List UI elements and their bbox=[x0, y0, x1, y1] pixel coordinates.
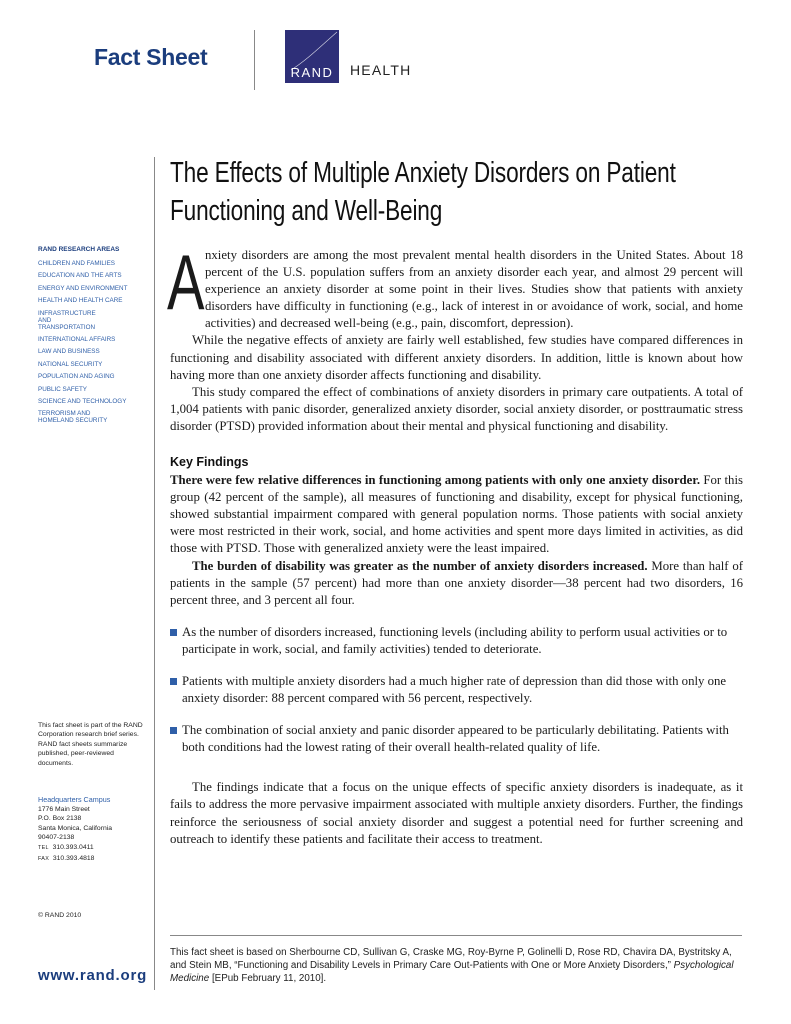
source-citation bbox=[170, 947, 750, 985]
research-area-link[interactable]: INFRASTRUCTURE AND TRANSPORTATION bbox=[38, 309, 96, 331]
hq-city: Santa Monica, California bbox=[38, 824, 113, 832]
series-note: This fact sheet is part of the RAND Corporation research brief series. RAND fact sheets summarize published, peer-reviewed documents. bbox=[38, 722, 143, 767]
division-label: HEALTH bbox=[350, 62, 412, 78]
research-areas-heading: RAND RESEARCH AREAS bbox=[38, 246, 120, 253]
website-link[interactable]: www.rand.org bbox=[38, 967, 148, 984]
research-area-link[interactable]: EDUCATION AND THE ARTS bbox=[38, 272, 122, 280]
bullet-square-icon bbox=[170, 678, 177, 685]
intro-paragraph-3: This study compared the effect of combinations of anxiety disorders in primary care outpatients. A total of 1,004 patients with panic disorder, generalized anxiety disorder, social anxiety disorder, or posttraumatic stress disorder (PTSD) provided information about their mental and physical functioning and disability. bbox=[170, 384, 743, 433]
tel-label: TEL bbox=[38, 844, 49, 851]
key-findings-heading: Key Findings bbox=[170, 455, 249, 470]
research-area-link[interactable]: SCIENCE AND TECHNOLOGY bbox=[38, 397, 127, 405]
intro-text-1: nxiety disorders are among the most prevalent mental health disorders in the United States. About 18 percent of the U.S. population suffers from an anxiety disorder each year, and almost 29 percent will experience an anxiety disorder at some point in their lives. Studies show that patients with anxiety disorders have difficulty in functioning (e.g., lack of interest in or avoidance of work, social, and home activities) and decreased well-being (e.g., pain, discomfort, depression). bbox=[205, 248, 743, 331]
finding-1-lead: There were few relative differences in functioning among patients with only one anxiety disorder. bbox=[170, 473, 701, 488]
fax-number: 310.393.4818 bbox=[52, 854, 95, 862]
bullet-square-icon bbox=[170, 727, 177, 734]
hq-fax bbox=[38, 854, 150, 865]
list-item bbox=[170, 624, 743, 658]
research-area-link[interactable]: ENERGY AND ENVIRONMENT bbox=[38, 284, 128, 292]
hq-label: Headquarters Campus bbox=[38, 795, 111, 804]
page-title: The Effects of Multiple Anxiety Disorders on Patient Functioning and Well-Being bbox=[170, 157, 676, 227]
finding-1 bbox=[170, 472, 743, 557]
citation-journal: Psychological Medicine bbox=[170, 959, 734, 984]
finding-1-text: For this group (42 percent of the sample), all measures of functioning and disability, except for physical functioning, showed substantial impairment compared with general population norms. Those patients with social anxiety were most restricted in their work, social, and home activities and spent more days limited in activities, as did those with PTSD. Those with generalized anxiety were the least impaired. bbox=[170, 473, 743, 556]
copyright: © RAND 2010 bbox=[38, 912, 82, 919]
tel-number: 310.393.0411 bbox=[52, 843, 94, 851]
header-divider bbox=[254, 30, 255, 90]
citation-text: This fact sheet is based on Sherbourne CD, Sullivan G, Craske MG, Roy-Byrne P, Golinelli D, Rose RD, Chavira DA, Bystritsky A, and Stein MB, “Functioning and Disability Levels in Primary Care Out-Patients with One or More Anxiety Disorders,” bbox=[170, 947, 732, 971]
fact-sheet-label: Fact Sheet bbox=[94, 44, 208, 70]
research-area-link[interactable]: CHILDREN AND FAMILIES bbox=[38, 260, 115, 267]
finding-2-text: More than half of patients in the sample (57 percent) had more than one anxiety disorder—38 percent had two disorders, 16 percent three, and 3 percent all four. bbox=[170, 558, 744, 607]
research-area-link[interactable]: LAW AND BUSINESS bbox=[38, 348, 100, 356]
findings-bullets bbox=[170, 624, 743, 757]
research-area-link[interactable]: INTERNATIONAL AFFAIRS bbox=[38, 335, 116, 343]
research-area-link[interactable]: POPULATION AND AGING bbox=[38, 373, 115, 381]
hq-street: 1776 Main Street bbox=[38, 805, 90, 813]
hq-zip: 90407-2138 bbox=[38, 834, 75, 842]
citation-tail: [EPub February 11, 2010]. bbox=[209, 972, 327, 984]
headquarters-address bbox=[38, 795, 150, 864]
list-item bbox=[170, 673, 743, 707]
intro-paragraph-2: While the negative effects of anxiety are fairly well established, few studies have compared differences in functioning and disability associated with different anxiety disorders. In addition, little is known about how having more than one anxiety disorder affects functioning and disability. bbox=[170, 333, 743, 382]
list-item bbox=[170, 722, 743, 756]
hq-tel bbox=[38, 843, 150, 854]
footer-divider bbox=[170, 935, 742, 936]
research-area-link[interactable]: NATIONAL SECURITY bbox=[38, 360, 103, 368]
research-area-link[interactable]: TERRORISM AND HOMELAND SECURITY bbox=[38, 410, 108, 425]
rand-logo-text: RAND bbox=[290, 65, 334, 80]
rand-logo bbox=[285, 30, 339, 83]
hq-pobox: P.O. Box 2138 bbox=[38, 815, 82, 823]
sidebar-divider bbox=[154, 157, 155, 990]
research-areas-list bbox=[38, 260, 150, 430]
bullet-text: As the number of disorders increased, functioning levels (including ability to perform usual activities or to participate in work, social, and family activities) tended to deteriorate. bbox=[182, 624, 728, 656]
research-area-link[interactable]: PUBLIC SAFETY bbox=[38, 385, 87, 393]
bullet-text: Patients with multiple anxiety disorders had a much higher rate of depression than did those with only one anxiety disorder: 88 percent compared with 56 percent, respectively. bbox=[182, 673, 727, 706]
finding-2-lead: The burden of disability was greater as the number of anxiety disorders increased. bbox=[192, 558, 648, 573]
intro-paragraph-1 bbox=[167, 238, 743, 332]
bullet-square-icon bbox=[170, 629, 177, 636]
fax-label: FAX bbox=[38, 855, 50, 862]
research-area-link[interactable]: HEALTH AND HEALTH CARE bbox=[38, 297, 123, 305]
finding-2 bbox=[170, 558, 743, 609]
bullet-text: The combination of social anxiety and panic disorder appeared to be particularly debilitating. Patients with both conditions had the lowest rating of their overall health-related quality of life. bbox=[182, 723, 729, 755]
main-content bbox=[167, 238, 744, 848]
conclusion-paragraph: The findings indicate that a focus on the unique effects of specific anxiety disorders is inadequate, as it fails to address the more pervasive impairment associated with multiple anxiety disorders. Further, the findings reinforce the seriousness of social anxiety disorder and suggest a potential need for further screening and outreach to identify these patients and facilitate their access to treatment. bbox=[170, 780, 743, 846]
drop-cap: A bbox=[167, 238, 205, 326]
